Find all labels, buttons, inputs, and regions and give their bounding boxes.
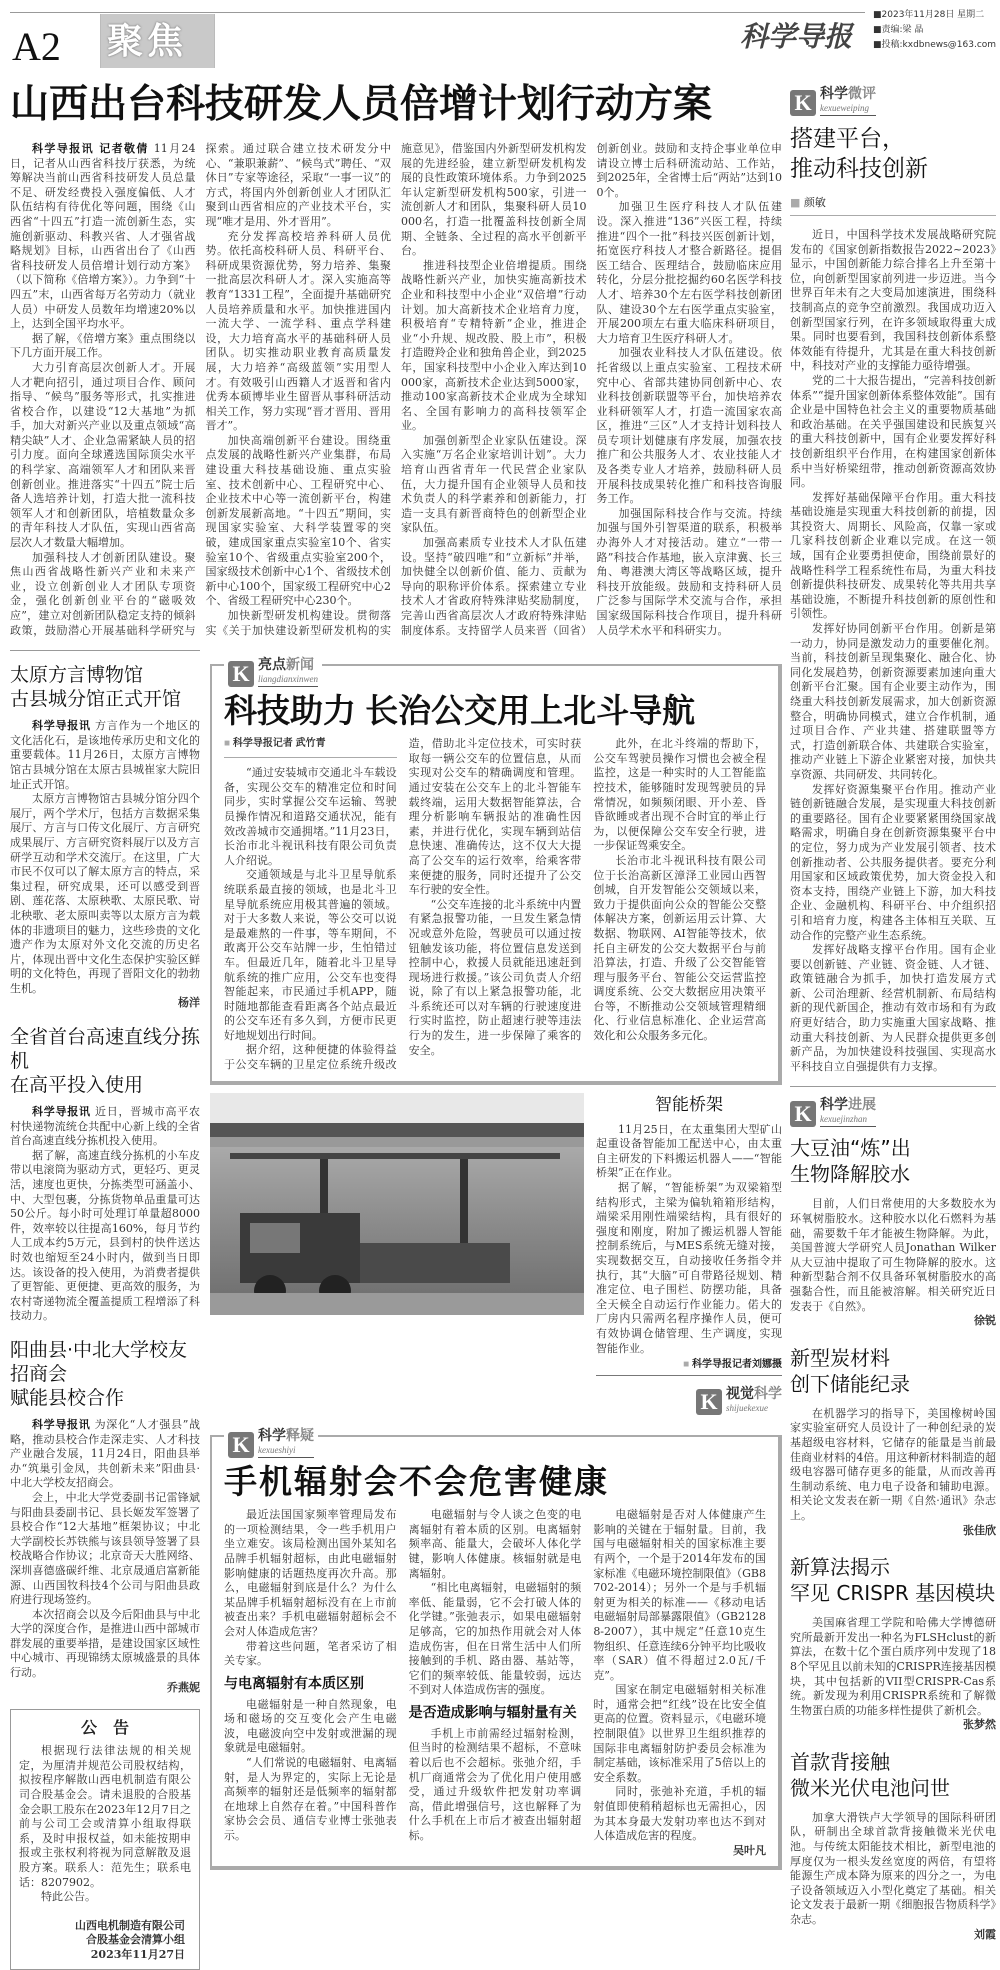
lead-first-paragraph <box>10 142 196 332</box>
paragraph: 据介绍，这种便捷的体验得益于公交车辆的卫星定位系统升级改造，借助北斗定位技术，可实时获取每一辆公交车的位置信息，从而实现对公交车的精确调度和管理。通过安装在公交车上的北斗智能车载终端，运用大数据智能算法，合理分析影响车辆报站的准确性因素，并进行优化，实现车辆到站信息快速、准确传达，这不仅大大提高了公交车的运行效率，给乘客带来便捷的服务，同时还提升了公交车行驶的安全性。 <box>224 737 582 1072</box>
tag-label-2: 新闻 <box>286 657 314 674</box>
headline-line: 新算法揭示 <box>790 1555 890 1580</box>
headline-line: 创下储能纪录 <box>790 1371 910 1396</box>
paragraph: 手机上市前需经过辐射检测，但当时的检测结果不超标，不意味着以后也不会超标。张弛介绍，手机厂商通常会为了优化用户使用感受，通过升级软件把发射功率调高，借此增强信号，这也解释了为什么手机在上市后才被查出辐射超标。 <box>408 1726 582 1843</box>
k-logo-icon: K <box>696 1389 722 1415</box>
photo-caption-column <box>596 1093 782 1416</box>
divider <box>10 650 200 651</box>
paragraph-text: 据了解，高速直线分拣机的小车皮带以电滚筒为驱动方式，更轻巧、更灵活，速度也更快，分拣类型可涵盖小、中、大型包裹，分拣货物单品重量可达50公斤。每小时可处理订单量超8000件，效率较以往提高160%，每月节约人工成本约5万元，县到村的快件送达时效也缩短至24小时内，做到当日即达。该设备的投入使用，为消费者提供了更智能、更便捷、更高效的服务，为农村寄递物流全覆盖提质工程增添了科技动力。 <box>10 1148 200 1323</box>
visual-science-tag <box>696 1386 782 1415</box>
main-area <box>10 80 782 1970</box>
highlight-news-box <box>210 657 782 1084</box>
paragraph-text: 方言作为一个地区的文化活化石，是该地传承历史和文化的重要载体。11月26日，太原方言博物馆古县城分馆在太原古县城崔家大院旧址正式开馆。 <box>10 719 200 791</box>
dateline: 科学导报讯 <box>32 1417 91 1431</box>
paragraph-text: 近日，晋城市高平农村快递物流统仓共配中心新上线的全省首台高速直线分拣机投入使用。 <box>10 1105 200 1148</box>
news-headline <box>10 1338 200 1410</box>
notice-box <box>10 1709 200 1969</box>
dateline: 科学导报讯 <box>32 1105 91 1119</box>
paragraph: 据了解，“智能桥架”为双梁箱型结构形式，主梁为偏轨箱箱形结构，端梁采用刚性端梁结构，具有很好的强度和刚度，附加了搬运机器人智能控制系统后，与MES系统无缝对接，实现数据交互，自动接收任务指令并执行，其“大脑”可自带路径规划、精准定位、电子围栏、防摆功能，具备全天候全自动运行作业能力。偌大的厂房内只需两名程序操作人员，便可有效协调仓储管理、生产调度，实现智能作业。 <box>596 1181 782 1355</box>
paragraph: “相比电离辐射，电磁辐射的频率低、能量弱，它不会打破人体的化学键。”张弛表示，如果电磁辐射足够高，它的加热作用就会对人体造成伤害，但在日常生活中人们所接触到的手机、路由器、基站等，它们的频率较低、能量较弱，远达不到对人体造成伤害的强度。 <box>408 1581 582 1697</box>
masthead-info: ■2023年11月28日 星期二 ■责编:梁 晶 ■投稿:kxdbnews@163.com <box>873 10 997 50</box>
tag-label: 视觉 <box>726 1386 754 1403</box>
paragraph: 同时，张弛补充道，手机的辐射值即使稍稍超标也无需担心，因为其本身最大发射功率也达不到对人体造成危害的程度。 <box>593 1785 766 1843</box>
photo-row <box>210 1093 782 1416</box>
photo-credit: ■ 科学导报记者刘娜摄 <box>596 1358 782 1376</box>
tag-label: 亮点 <box>258 657 286 674</box>
tag-label-2: 微评 <box>848 86 876 102</box>
paragraph <box>10 1149 200 1324</box>
paragraph: 加强卫生医疗科技人才队伍建设。深入推进“136”兴医工程，持续推进“四个一批”科技兴医创新计划，拓宽医疗科技人才整合新路径。提倡医工结合、医理结合，鼓励临床应用转化，分层分批挖掘约60名医学科技人才、培养30个左右医学科技创新团队、建设30个左右医学重点实验室，开展200项左右重大临床科研项目，大力培育卫生医疗科研人才。 <box>596 200 782 345</box>
k-logo-icon: K <box>228 1432 254 1458</box>
commentary-body <box>790 228 996 1074</box>
photo-caption <box>596 1123 782 1357</box>
paragraph: 国家在制定电磁辐射相关标准时，通常会把“红线”设在比安全值更高的位置。资料显示，《电磁环境控制限值》以世界卫生组织推荐的国际非电离辐射防护委员会标准为制定基础，该标准采用了5倍以上的安全系数。 <box>593 1683 766 1784</box>
k-logo-icon: K <box>790 90 816 116</box>
paragraph: 电磁辐射与令人谈之色变的电离辐射有着本质的区别。电离辐射频率高、能量大，会破坏人体化学键，影响人体健康。核辐射就是电离辐射。 <box>408 1508 582 1580</box>
signature-line: 合股基金会清算小组 <box>86 1933 185 1947</box>
title-line: 搭建平台， <box>790 126 905 152</box>
progress-item <box>790 1345 996 1538</box>
paragraph: 加强国际科技合作与交流。持续加强与国外引智渠道的联系，积极举办海外人才对接活动。建立“一带一路”科技合作基地，嵌入京津冀、长三角、粤港澳大湾区等战略区域，提升科技开放能级。鼓励和支持科研人员广泛参与国际学术交流与合作，承担国家级国际科技合作项目，提升科研人员学术水平和科研实力。 <box>596 506 782 637</box>
k-logo-icon: K <box>790 1101 816 1127</box>
tag-label-2: 科学 <box>754 1386 782 1403</box>
science-qa-box <box>210 1428 782 1870</box>
highlight-headline: 科技助力 长治公交用上北斗导航 <box>224 692 696 730</box>
paragraph: 交通领域是与北斗卫星导航系统联系最直接的领域，也是北斗卫星导航系统应用极其普遍的领域。对于大多数人来说，等公交可以说是最难熬的一件事，等车期间，不敢离开公交车站牌一步，生怕错过车。但最近几年，随着北斗卫星导航系统的推广应用，公交车也变得智能起来，市民通过手机APP，随时随地都能查看距离各个站点最近的公交车还有多久到，方便市民更好地规划出行时间。 <box>224 868 397 1042</box>
paragraph: 电磁辐射是一种自然现象，电场和磁场的交互变化会产生电磁波，电磁波向空中发射或泄漏的现象就是电磁辐射。 <box>224 1697 397 1755</box>
commentary-author: ■ 颜敏 <box>790 194 996 216</box>
contribute-email: 投稿:kxdbnews@163.com <box>881 40 997 50</box>
news-headline <box>10 1025 200 1097</box>
highlight-body <box>224 737 766 1072</box>
paragraph: 11月24日，记者从山西省科技厅获悉，为统筹解决当前山西省科技研发人员总量不足、研发经费投入强度偏低、人才队伍结构有待优化等问题，围绕《山西省“十四五”打造一流创新生态，实施创新驱动、科教兴省、人才强省战略规划》目标，山西省出台了《山西省科技研发人员倍增计划行动方案》（以下简称《倍增方案》）。力争到“十四五”末，山西省每万名劳动力（就业人员）中研发人员数年均增速20%以上，达到全国平均水平。 <box>10 142 196 331</box>
paragraph: 充分发挥高校培养科研人员优势。依托高校科研人员、科研平台、科研成果资源优势，努力培养、集聚一批高层次科研人才。深入实施高等教育“1331工程”，全面提升基础研究人员培养质量和水平。加快推进国内一流大学、一流学科、重点学科建设，大力培育高水平的基础科研人员团队。切实推动职业教育高质量发展，大力培养“高级蓝领”实用型人才。有效吸引山西籍人才返晋和省内优秀本硕博毕业生留晋从事科研活动相关工作，努力实现“晋才晋用、晋用晋才”。 <box>205 229 391 433</box>
tag-label: 科学 <box>820 1097 848 1114</box>
paragraph <box>10 1418 200 1491</box>
tag-pinyin: liangdianxinwen <box>258 674 318 685</box>
paragraph: 11月25日，在太重集团大型矿山起重设备智能加工配送中心，由太重自主研发的下料搬运机器人——“智能桥架”正在作业。 <box>596 1122 782 1180</box>
news-article <box>10 1025 200 1324</box>
news-body <box>10 1418 200 1695</box>
dateline: 科学导报讯 <box>32 719 91 733</box>
tag-label-2: 释疑 <box>286 1428 314 1445</box>
paragraph: 发挥好基础保障平台作用。重大科技基础设施是实现重大科技创新的前提，因其投资大、周期长、风险高，仅靠一家或几家科技创新企业难以完成。在这一领域，国有企业要勇担使命，围绕前景好的战略性科学工程系统性布局，为重大科技创新提供科技研发、成果转化等共用共享基础设施，不断提升科技创新的原创性和引领性。 <box>790 490 996 621</box>
tag-label: 科学 <box>820 86 848 102</box>
qa-subheading: 是否造成影响与辐射量有关 <box>408 1704 577 1721</box>
progress-body <box>790 1616 996 1733</box>
progress-tag <box>790 1097 876 1127</box>
k-logo-icon: K <box>228 661 254 687</box>
progress-item <box>790 1749 996 1942</box>
progress-headline <box>790 1554 996 1606</box>
qa-tag <box>224 1428 318 1458</box>
qa-body <box>224 1508 766 1858</box>
paragraph <box>10 1608 200 1681</box>
headline-line: 罕见 CRISPR 基因模块 <box>790 1581 996 1606</box>
paragraph-text: 为深化“人才强县”战略，推动县校合作走深走实、人才科技产业融合发展，11月24日，阳曲县举办“筑巢引金凤，共创新未来”阳曲县·中北大学校友招商会。 <box>10 1417 201 1490</box>
paragraph: 推进科技型企业倍增提质。围绕战略性新兴产业，加快实施高新技术企业和科技型中小企业“双倍增”行动计划。加大高新技术企业培育力度，积极培育“专精特新”企业，推进企业“小升规、规改股、股上市”，积极打造瞪羚企业和独角兽企业，到2025年，国家科技型中小企业入库达到10000家，高新技术企业达到5000家，推动100家高新技术企业成为全球知名、全国有影响力的高科技领军企业。 <box>401 258 587 433</box>
lower-row <box>10 650 782 1969</box>
headline-line: 大豆油“炼”出 <box>790 1136 911 1161</box>
lead-article-body <box>10 142 782 638</box>
news-body <box>10 719 200 1011</box>
tag-label-2: 进展 <box>848 1097 876 1114</box>
signature-line: 山西电机制造有限公司 <box>75 1918 185 1932</box>
tag-pinyin: shijuekexue <box>726 1403 768 1414</box>
progress-item <box>790 1554 996 1733</box>
paragraph: 根据现行法律法规的相关规定，为厘清并规范公司股权结构，拟按程序解散山西电机制造有限公司合股基金会。请未退股的合股基金会职工股东在2023年12月7日之前与公司工会或清算小组取得联系，及时申报权益，如未能按期申报或主张权利将视为同意解散及退股方案。联系人：范先生；联系电话：8207902。 <box>19 1744 191 1889</box>
section-logo <box>100 14 215 68</box>
author-name: 颜敏 <box>803 196 826 209</box>
headline-line: 首款背接触 <box>790 1749 890 1774</box>
lead-headline: 山西出台科技研发人员倍增计划行动方案 <box>10 83 713 126</box>
paragraph-text: 太原方言博物馆古县城分馆分四个展厅，两个学术厅，包括方言数据采集展厅、方言与口传文化展厅、方言研究成果展厅、方言研究资料展厅以及方言研学互动和学术交流厅。在这里，广大市民不仅可以了解太原方言的特点，采集过程，研究成果，还可以感受到晋剧、莲花落、太原秧歌、太原民歌、岢北秧歌、老太原叫卖等以太原方言为载体的非遗项目的魅力，这些珍贵的文化遗产作为太原对外文化交流的历史名片，体现出晋中文化生态保护实验区鲜明的文化特色，再现了晋阳文化的勃勃生机。 <box>10 792 200 995</box>
paragraph: 发挥好战略支撑平台作用。国有企业要以创新链、产业链、资金链、人才链、政策链融合为抓手，加快打造发展方式新、公司治理新、经营机制新、布局结构新的现代新国企，推动有效市场和有为政府更好结合，助力实施重大国家战略、推动重大科技创新、为人民群众提供更多创新产品，为加快建设科技强国、实现高水平科技自立自强提供有力支撑。 <box>790 943 996 1073</box>
editor: 责编:梁 晶 <box>881 25 924 35</box>
headline-line: 古县城分馆正式开馆 <box>10 688 182 711</box>
notice-date: 2023年11月27日 <box>90 1947 185 1961</box>
commentary-title <box>790 124 996 184</box>
headline-line: 生物降解胶水 <box>790 1162 910 1187</box>
paragraph-text: 本次招商会以及今后阳曲县与中北大学的深度合作，是推进山西中部城市群发展的重要举措，是建设国家区域性中心城市、再现锦绣太原城盛景的具体行动。 <box>10 1607 200 1680</box>
paragraph <box>10 719 200 792</box>
qa-subheading: 与电离辐射有本质区别 <box>224 1675 364 1692</box>
notice-body <box>19 1744 191 1905</box>
news-author: 杨洋 <box>178 996 200 1010</box>
paper-logo: 科学导报 <box>740 20 853 53</box>
tag-pinyin: kexueshiyi <box>258 1445 296 1456</box>
paragraph: “通过安装城市交通北斗车载设备，实现公交车的精准定位和时间同步，实时掌握公交车运输、驾驶员操作情况和道路交通状况，能有效改善城市交通拥堵。”11月23日，长治市北斗视讯科技有限公司负责人介绍说。 <box>224 766 397 867</box>
top-rule <box>10 12 865 13</box>
paragraph: 大力引育高层次创新人才。开展人才靶向招引，通过项目合作、顾问指导、“候鸟”服务等形式，扎实推进省校合作，以建设“12大基地”为抓手，加大对新兴产业以及重点领域“高精尖缺”人才、企业急需紧缺人员的招引力度。面向全球遴选国际顶尖水平的科学家、高端领军人才和团队来晋创新创业。推进落实“十四五”院士后备人选培养计划，打造大批一流科技领军人才和创新团队，培植数量众多的青年科技人才队伍，实现山西省高层次人才数量大幅增加。 <box>10 360 196 550</box>
progress-author: 徐锐 <box>974 1314 996 1328</box>
paragraph: 发挥好协同创新平台作用。创新是第一动力，协同是激发动力的重要催化剂。当前，科技创新呈现集聚化、融合化、协同化发展趋势，创新资源要素加速向重大创新平台汇聚。国有企业要主动作为，围绕重大科技创新发展需求，加大创新资源整合，明确协同模式，建立合作机制，通过项目合作、产业共建、搭建联盟等方式，打造创新联合体、共建联合实验室，推动产业链上下游企业紧密对接，加快共享资源、共同研发、共同转化。 <box>790 622 996 781</box>
headline-line: 赋能县校合作 <box>10 1386 125 1409</box>
paragraph: 长治市北斗视讯科技有限公司位于长治高新区漳泽工业园山西智创城，自开发智能公交领域以来，致力于提供面向公众的智能公交整体解决方案，创新运用云计算、大数据、物联网、AI智能等技术，依托自主研发的公交大数据平台与前沿算法，打造、升级了公交智能管理与服务平台、智能公交运营监控调度系统、公交大数据应用决策平台等，不断推动公交领域管理精细化、行业信息标准化、企业运营高效化和公众服务多元化。 <box>593 853 766 1043</box>
paragraph: 据了解，《倍增方案》重点围绕以下几方面开展工作。 <box>10 331 196 360</box>
progress-body <box>790 1197 996 1328</box>
photo-title: 智能桥架 <box>655 1094 723 1115</box>
news-article <box>10 1338 200 1695</box>
notice-title: 公 告 <box>80 1720 129 1738</box>
qa-headline: 手机辐射会不会危害健康 <box>224 1463 609 1501</box>
progress-headline <box>790 1345 996 1397</box>
headline-line: 在高平投入使用 <box>10 1074 144 1097</box>
headline-line: 阳曲县·中北大学校友招商会 <box>10 1338 188 1385</box>
progress-item <box>790 1135 996 1328</box>
headline-line: 太原方言博物馆 <box>10 664 144 687</box>
photo-smart-bridge <box>210 1093 584 1315</box>
headline-line: 全省首台高速直线分拣机 <box>10 1026 201 1073</box>
divider <box>790 1086 996 1087</box>
title-line: 推动科技创新 <box>790 156 928 182</box>
paragraph: 党的二十大报告提出，“完善科技创新体系”“提升国家创新体系整体效能”。国有企业是中国特色社会主义的重要物质基础和政治基础。在关乎强国建设和民族复兴的重大科技创新中，国有企业要发挥好科技创新组织平台作用，在构建国家创新体系中当好桥梁纽带，推动创新资源高效协同。 <box>790 373 996 490</box>
progress-body <box>790 1811 996 1942</box>
qa-author: 吴叶凡 <box>732 1843 766 1857</box>
progress-body <box>790 1407 996 1538</box>
progress-headline <box>790 1135 996 1187</box>
headline-line: 微米光伏电池问世 <box>790 1775 950 1800</box>
paragraph: “公交车连接的北斗系统中内置有紧急报警功能，一旦发生紧急情况或意外危险，驾驶员可以通过按钮触发该功能，将位置信息发送到控制中心，救援人员就能迅速赶到现场进行救援。”该公司负责人介绍说，除了有以上紧急报警功能，北斗系统还可以对车辆的行驶速度进行实时监控，防止超速行驶等违法行为的发生，进一步保障了乘客的安全。 <box>408 897 582 1057</box>
right-column <box>790 86 996 1958</box>
paragraph: 加强创新型企业家队伍建设。深入实施“万名企业家培训计划”。大力培育山西省青年一代民营企业家队伍，大力提升国有企业领导人员和技术负责人的科学素养和创新能力，打造一支具有新晋商特色的创新型企业家队伍。 <box>401 433 587 535</box>
paragraph: 加强高素质专业技术人才队伍建设。坚持“破四唯”和“立新标”并举，加快健全以创新价值、能力、贡献为导向的职称评价体系。探索建立专业技术人才省政府特殊津贴奖励制度，完善山西省高层次人才政府特殊津贴制度体系。支持留学人员来晋（回省）创新创业。鼓励和支持企事业单位申请设立博士后科研流动站、工作站，到2025年，全省博士后“两站”达到100个。 <box>401 142 782 637</box>
byline-text: 科学导报记者 武竹青 <box>232 738 326 750</box>
paragraph: 此外，在北斗终端的帮助下，公交车驾驶员操作习惯也会被全程监控，这是一种实时的人工智能监控技术，能够随时发现驾驶员的异常情况，如频频闭眼、开小差、昏昏欲睡或者出现不合时宜的举止行为，以便保障公交车安全行驶，进一步保证驾乘安全。 <box>593 737 766 853</box>
paragraph <box>790 1616 996 1718</box>
byline: ■ 科学导报记者 武竹青 <box>224 737 397 758</box>
paragraph: 带着这些问题，笔者采访了相关专家。 <box>224 1639 397 1668</box>
news-body <box>10 1105 200 1324</box>
paragraph: 加强农业科技人才队伍建设。依托省级以上重点实验室、工程技术研究中心、省部共建协同创新中心、农业科技创新联盟等平台，加快培养农业科研领军人才，打造一流国家农高区，推进“三区”人才支持计划科技人员专项计划健康有序发展，加强农技推广和公共服务人才、农业技能人才及各类专业人才培养，鼓励科研人员开展科技成果转化推广和科技咨询服务工作。 <box>596 346 782 506</box>
paragraph-text: 美国麻省理工学院和哈佛大学博德研究所最新开发出一种名为FLSHclust的新算法，在数十亿个蛋白质序列中发现了188个罕见且以前未知的CRISPR连接基因模块，其中包括新的VII型CRISPR-Cas系统。新发现为利用CRISPR系统和了解微生物蛋白质的功能多样性提供了新机会。 <box>790 1616 996 1717</box>
paragraph-text: 目前，人们日常使用的大多数胶水为环氧树脂胶水。这种胶水以化石燃料为基础，需要数千年才能被生物降解。为此，美国普渡大学研究人员Jonathan Wilker从大豆油中提取了可生物降解的胶水。这种新型黏合剂不仅具备环氧树脂胶水的高强黏合性，而且能被溶解。相关研究近日发表于《自然》。 <box>790 1197 996 1313</box>
paragraph: 加强科技人才创新团队建设。聚焦山西省战略性新兴产业和未来产业，设立创新创业人才团队专项资金，强化创新创业平台的“磁吸效应”，建立对创新团队稳定支持的倾斜政策，鼓励潜心开展基础科学研究与探索。通过联合建立技术研发分中心、“兼职兼薪”、“候鸟式”聘任、“双休日”专家等途径，采取“一事一议”的方式，将国内外创新创业人才团队汇聚到山西省相应的产业技术平台，实现“唯才是用、外才晋用”。 <box>10 142 391 637</box>
paragraph: 近日，中国科学技术发展战略研究院发布的《国家创新指数报告2022~2023》显示，中国创新能力综合排名上升至第十位，向创新型国家前列进一步迈进。当今世界百年未有之大变局加速演进，围绕科技制高点的竞争空前激烈。我国成功迈入创新型国家行列，在许多领域取得重大成果。同时也要看到，我国科技创新体系整体效能有待提升，尤其是在重大科技创新中，科技对产业的支撑能力亟待增强。 <box>790 228 996 373</box>
highlight-tag <box>224 657 322 687</box>
paragraph: 发挥好资源集聚平台作用。推动产业链创新链融合发展，是实现重大科技创新的重要路径。国有企业要紧紧围绕国家战略需求，明确自身在创新资源集聚平台中的定位，努力成为产业发展引领者、技术创新推动者、公共服务提供者。要充分利用国家和区域政策优势，加大资金投入和资本支持，围绕产业链上下游，加大科技企业、金融机构、科研平台、中介组织招引和培育力度，构建各主体相互关联、互动合作的完整产业生态系统。 <box>790 782 996 942</box>
paragraph: “人们常说的电磁辐射、电离辐射，是人为界定的，实际上无论是高频率的辐射还是低频率的辐射都在地球上自然存在着。”中国科普作家协会会员、通信专业博士张弛表示。 <box>224 1756 397 1843</box>
news-headline <box>10 663 200 711</box>
section-name: 聚焦 <box>107 20 188 61</box>
tag-label: 科学 <box>258 1428 286 1445</box>
dateline: 科学导报讯 记者敬倩 <box>32 142 149 155</box>
page-number: A2 <box>12 24 61 69</box>
paragraph-text: 会上，中北大学党委副书记雷锋斌与阳曲县委副书记、县长姬发军签署了县校合作“12大基地”框架协议；中北大学副校长苏铁熊与该县领导签署了县校战略合作协议；北京奇天大胜网络、深圳喜德盛碳纤维、北京晟通启富新能源、山西国牧科技4个公司与阳曲县政府进行现场签约。 <box>10 1490 200 1607</box>
tag-pinyin: kexueweiping <box>820 103 869 113</box>
center-column <box>210 650 782 1969</box>
paragraph <box>790 1811 996 1928</box>
paragraph <box>790 1197 996 1314</box>
notice-signature <box>19 1919 191 1963</box>
left-column <box>10 650 200 1969</box>
paragraph: 特此公告。 <box>41 1890 96 1904</box>
news-author: 乔燕妮 <box>167 1680 200 1694</box>
paragraph: 加快新型研发机构建设。贯彻落实《关于加快建设新型研发机构的实施意见》，借鉴国内外新型研发机构发展的先进经验，建立新型研发机构发展的良性政策环境体系。力争到2025年认定新型研发机构500家，引进一流创新人才和团队，集聚科研人员10000名，打造一批覆盖科技创新全周期、全链条、全过程的高水平创新平台。 <box>205 142 587 637</box>
paragraph <box>10 792 200 996</box>
paragraph: 电磁辐射是否对人体健康产生影响的关键在于辐射量。目前，我国与电磁辐射相关的国家标准主要有两个，一个是于2014年发布的国家标准《电磁环境控制限值》（GB8702-2014）；另外一个是与手机辐射更为相关的标准——《移动电话电磁辐射局部暴露限值》（GB21288-2007），其中规定“任意10克生物组织、任意连续6分钟平均比吸收率（SAR）值不得超过2.0瓦/千克”。 <box>593 1508 766 1682</box>
commentary-tag <box>790 86 876 116</box>
paragraph: 加快高端创新平台建设。围绕重点发展的战略性新兴产业集群，布局建设重大科技基础设施、重点实验室、技术创新中心、工程研究中心、企业技术中心等一流创新平台，构建创新发展新高地。“十四五”期间，实现国家实验室、大科学装置零的突破，建成国家重点实验室10个、省实验室10个、省级重点实验室200个，国家级技术创新中心1个、省级技术创新中心100个，国家级工程研究中心2个、省级工程研究中心230个。 <box>205 433 391 608</box>
progress-author: 刘霞 <box>974 1927 996 1941</box>
tag-pinyin: kexuejinzhan <box>820 1114 867 1125</box>
photo-image <box>210 1093 584 1315</box>
paragraph <box>10 1491 200 1608</box>
credit-text: 科学导报记者刘娜摄 <box>692 1359 782 1371</box>
paragraph-text: 在机器学习的指导下，美国橡树岭国家实验室研究人员设计了一种创纪录的炭基超级电容材料，它储存的能量是当前最佳商业材料的4倍。用这种新材料制造的超级电容器可储存更多的能量，从而改善再生制动系统、电力电子设备和辅助电源。相关论文发表在新一期《自然·通讯》杂志上。 <box>790 1406 996 1522</box>
progress-author: 张梦然 <box>963 1718 996 1732</box>
paragraph <box>790 1407 996 1524</box>
headline-line: 新型炭材料 <box>790 1345 890 1370</box>
progress-headline <box>790 1749 996 1801</box>
paragraph: 最近法国国家频率管理局发布的一项检测结果，令一些手机用户坐立难安。该局检测出国外某知名品牌手机辐射超标，由此电磁辐射影响健康的话题热度再次升高。那么，电磁辐射到底是什么？为什么某品牌手机辐射超标没有在上市前被查出来？手机电磁辐射超标会不会对人体造成危害？ <box>224 1508 397 1638</box>
paragraph <box>10 1105 200 1149</box>
paragraph-text: 加拿大滑铁卢大学领导的国际科研团队，研制出全球首款背接触微米光伏电池。与传统太阳能技术相比，新型电池的厚度仅为一根头发丝宽度的两倍，有望将能源生产成本降为原来的四分之一，为电子设备领域迈入小型化奠定了基础。相关论文发表于最新一期《细胞报告物质科学》杂志。 <box>790 1810 996 1927</box>
news-article <box>10 663 200 1011</box>
progress-author: 张佳欣 <box>963 1523 996 1537</box>
issue-date: 2023年11月28日 星期二 <box>881 10 985 20</box>
